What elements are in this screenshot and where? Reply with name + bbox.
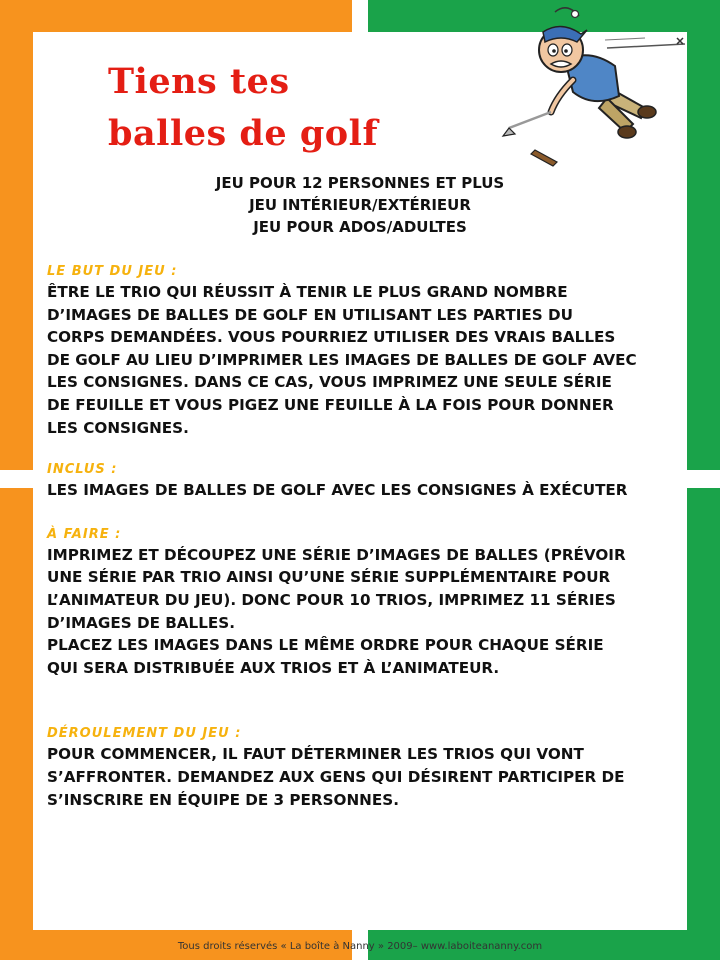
- text-line: LES CONSIGNES. DANS CE CAS, VOUS IMPRIMEZ UNE SEULE SÉRIE: [47, 373, 612, 392]
- text-line: S’AFFRONTER. DEMANDEZ AUX GENS QUI DÉSIRENT PARTICIPER DE: [47, 767, 625, 786]
- game-info: [120, 172, 600, 238]
- text-line: LES IMAGES DE BALLES DE GOLF AVEC LES CONSIGNES À EXÉCUTER: [47, 481, 628, 500]
- section-faire: [47, 526, 677, 680]
- page-title: [108, 56, 378, 160]
- section-deroulement: [47, 725, 677, 811]
- text-line: D’IMAGES DE BALLES.: [47, 613, 235, 632]
- heading-inclus: INCLUS :: [47, 462, 118, 478]
- info-players: JEU POUR 12 PERSONNES ET PLUS: [215, 174, 505, 192]
- instructions: [47, 263, 677, 811]
- title-line-2: balles de golf: [108, 113, 378, 154]
- text-line: DE GOLF AU LIEU D’IMPRIMER LES IMAGES DE BALLES DE GOLF AVEC: [47, 350, 637, 369]
- text-line: DE FEUILLE ET VOUS PIGEZ UNE FEUILLE À LA FOIS POUR DONNER: [47, 395, 614, 414]
- text-line: QUI SERA DISTRIBUÉE AUX TRIOS ET À L’ANIMATEUR.: [47, 658, 500, 677]
- text-line: IMPRIMEZ ET DÉCOUPEZ UNE SÉRIE D’IMAGES DE BALLES (PRÉVOIR: [47, 545, 626, 564]
- title-line-1: Tiens tes: [108, 61, 290, 102]
- text-line: S’INSCRIRE EN ÉQUIPE DE 3 PERSONNES.: [47, 790, 399, 809]
- golfer-illustration-icon: [495, 0, 695, 175]
- heading-deroulement: DÉROULEMENT DU JEU :: [47, 726, 242, 742]
- section-but: [47, 263, 677, 439]
- copyright-footer: Tous droits réservés « La boîte à Nanny » 2009– www.laboiteananny.com: [177, 941, 543, 952]
- text-line: L’ANIMATEUR DU JEU). DONC POUR 10 TRIOS, IMPRIMEZ 11 SÉRIES: [47, 590, 616, 609]
- text-line: UNE SÉRIE PAR TRIO AINSI QU’UNE SÉRIE SUPPLÉMENTAIRE POUR: [47, 568, 611, 587]
- text-line: D’IMAGES DE BALLES DE GOLF EN UTILISANT LES PARTIES DU: [47, 305, 573, 324]
- info-location: JEU INTÉRIEUR/EXTÉRIEUR: [249, 196, 471, 214]
- text-line: PLACEZ LES IMAGES DANS LE MÊME ORDRE POUR CHAQUE SÉRIE: [47, 636, 604, 655]
- section-inclus: [47, 461, 677, 502]
- text-line: CORPS DEMANDÉES. VOUS POURRIEZ UTILISER DES VRAIS BALLES: [47, 328, 616, 347]
- text-line: ÊTRE LE TRIO QUI RÉUSSIT À TENIR LE PLUS GRAND NOMBRE: [47, 283, 568, 301]
- text-line: POUR COMMENCER, IL FAUT DÉTERMINER LES TRIOS QUI VONT: [47, 745, 584, 764]
- info-audience: JEU POUR ADOS/ADULTES: [253, 218, 467, 236]
- heading-but: LE BUT DU JEU :: [47, 264, 178, 279]
- heading-faire: À FAIRE :: [47, 526, 122, 542]
- text-line: LES CONSIGNES.: [47, 418, 189, 437]
